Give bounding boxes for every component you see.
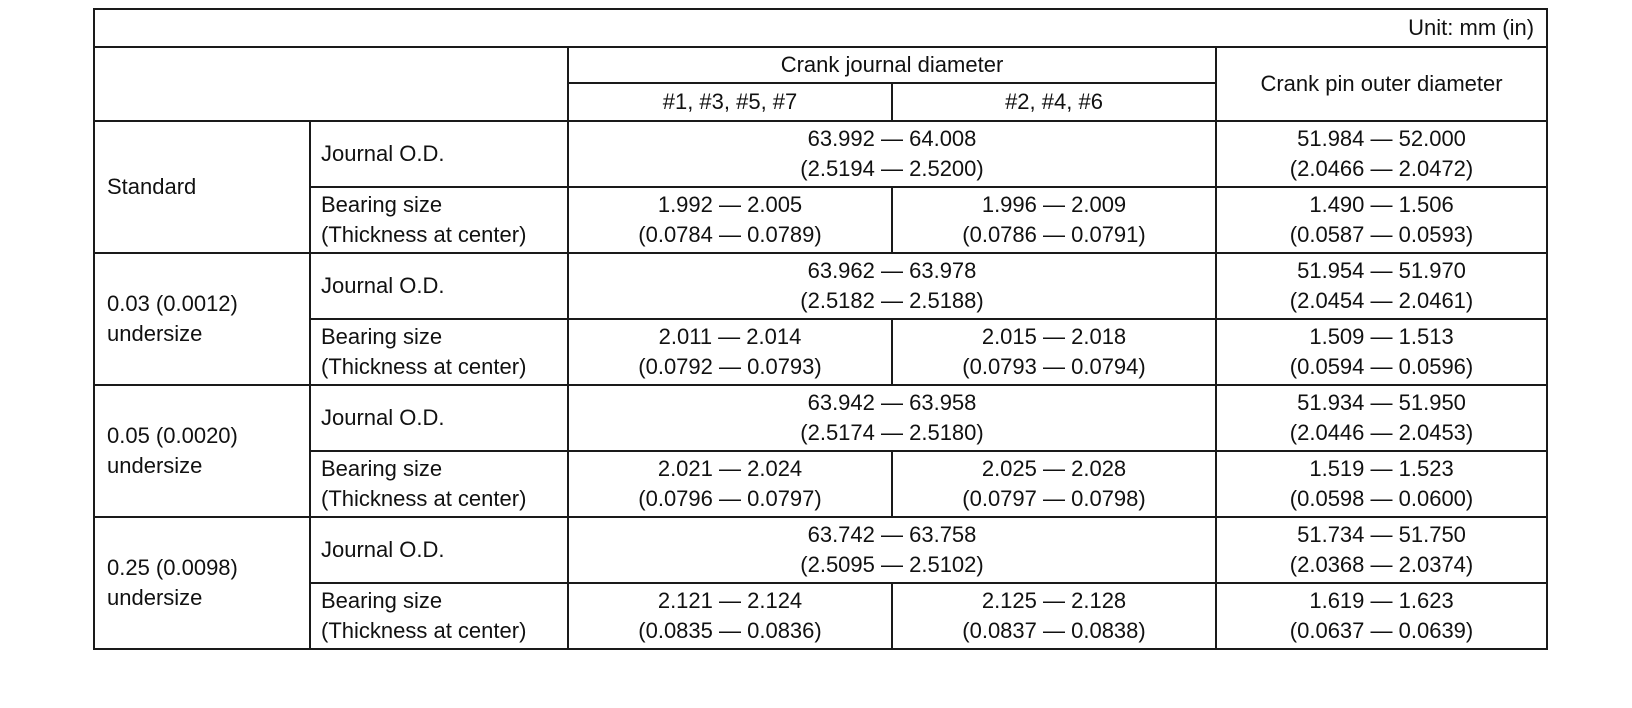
bearing-size-crank-pin-line-2: (0.0598 — 0.0600) [1289,486,1474,511]
bearing-size-group-b-line-2: (0.0793 — 0.0794) [962,354,1146,379]
bearing-size-crank-pin [1216,187,1547,253]
crank-pin-od-value-line-1: 51.934 — 51.950 [1297,390,1466,415]
bearing-size-group-b [892,451,1216,517]
journal-od-value [568,253,1216,319]
group-label-line-1: 0.03 (0.0012) [107,291,238,316]
bearing-size-crank-pin [1216,451,1547,517]
header-row-1 [94,47,1547,83]
bearing-size-group-b-line-2: (0.0837 — 0.0838) [962,618,1146,643]
bearing-size-group-a-line-1: 1.992 — 2.005 [657,192,803,217]
bearing-size-crank-pin-line-2: (0.0587 — 0.0593) [1289,222,1474,247]
row-label-journal-od: Journal O.D. [310,253,568,319]
row-label-bearing-size [310,451,568,517]
group-label-line-2: undersize [107,321,203,346]
bearing-size-crank-pin-line-1: 1.619 — 1.623 [1309,588,1454,613]
group-label-line-1: Standard [107,174,197,199]
crank-pin-od-value [1216,121,1547,187]
table-row-journal [94,253,1547,319]
journal-od-value-line-2: (2.5174 — 2.5180) [800,420,984,445]
bearing-size-group-b [892,187,1216,253]
table-row-bearing [94,451,1547,517]
crank-pin-od-value-line-1: 51.984 — 52.000 [1297,126,1466,151]
bearing-size-group-a [568,319,892,385]
bearing-size-group-a [568,451,892,517]
crank-pin-od-value [1216,385,1547,451]
crank-pin-od-value [1216,517,1547,583]
group-label-line-1: 0.25 (0.0098) [107,555,238,580]
row-label-bearing-size-line-1: Bearing size [321,456,443,481]
crank-pin-od-value-line-2: (2.0454 — 2.0461) [1289,288,1474,313]
bearing-size-group-a-line-2: (0.0796 — 0.0797) [638,486,822,511]
journal-od-value-line-1: 63.962 — 63.978 [807,258,977,283]
bearing-size-crank-pin [1216,583,1547,649]
row-label-bearing-size-line-2: (Thickness at center) [321,222,527,247]
row-label-journal-od: Journal O.D. [310,121,568,187]
group-label-line-1: 0.05 (0.0020) [107,423,238,448]
bearing-size-group-b-line-2: (0.0797 — 0.0798) [962,486,1146,511]
unit-row [94,9,1547,47]
header-crank-journal: Crank journal diameter [568,47,1216,83]
bearing-size-crank-pin-line-1: 1.509 — 1.513 [1309,324,1454,349]
group-label [94,385,310,517]
bearing-size-group-a-line-2: (0.0792 — 0.0793) [638,354,822,379]
row-label-bearing-size [310,583,568,649]
crank-pin-od-value-line-1: 51.734 — 51.750 [1297,522,1466,547]
bearing-size-crank-pin [1216,319,1547,385]
crank-pin-od-value-line-2: (2.0446 — 2.0453) [1289,420,1474,445]
bearing-size-group-a-line-1: 2.021 — 2.024 [657,456,803,481]
journal-od-value [568,385,1216,451]
bearing-size-group-a-line-2: (0.0835 — 0.0836) [638,618,822,643]
header-crank-pin: Crank pin outer diameter [1216,47,1547,121]
bearing-size-crank-pin-line-1: 1.490 — 1.506 [1309,192,1454,217]
row-label-journal-od: Journal O.D. [310,385,568,451]
journal-od-value-line-1: 63.992 — 64.008 [807,126,977,151]
group-label [94,121,310,253]
group-label-line-2: undersize [107,453,203,478]
bearing-size-crank-pin-line-1: 1.519 — 1.523 [1309,456,1454,481]
bearing-spec-table [93,8,1548,650]
crank-pin-od-value-line-2: (2.0466 — 2.0472) [1289,156,1474,181]
bearing-size-group-b-line-2: (0.0786 — 0.0791) [962,222,1146,247]
group-label [94,517,310,649]
crank-pin-od-value-line-1: 51.954 — 51.970 [1297,258,1466,283]
table-row-journal [94,517,1547,583]
table-row-bearing [94,187,1547,253]
group-label [94,253,310,385]
bearing-size-group-a [568,583,892,649]
bearing-size-crank-pin-line-2: (0.0594 — 0.0596) [1289,354,1474,379]
row-label-bearing-size-line-2: (Thickness at center) [321,486,527,511]
header-journal-group-a: #1, #3, #5, #7 [568,83,892,121]
row-label-bearing-size [310,187,568,253]
bearing-size-group-b-line-1: 2.025 — 2.028 [981,456,1127,481]
bearing-size-crank-pin-line-2: (0.0637 — 0.0639) [1289,618,1474,643]
table-body [94,121,1547,649]
group-label-line-2: undersize [107,585,203,610]
bearing-size-group-a-line-2: (0.0784 — 0.0789) [638,222,822,247]
header-journal-group-b: #2, #4, #6 [892,83,1216,121]
bearing-size-group-a [568,187,892,253]
bearing-size-group-b-line-1: 2.125 — 2.128 [981,588,1127,613]
bearing-size-group-b [892,319,1216,385]
row-label-bearing-size-line-1: Bearing size [321,192,443,217]
header-blank-cell [94,47,568,121]
crank-pin-od-value-line-2: (2.0368 — 2.0374) [1289,552,1474,577]
row-label-bearing-size-line-1: Bearing size [321,588,443,613]
bearing-size-group-a-line-1: 2.121 — 2.124 [657,588,803,613]
journal-od-value-line-1: 63.742 — 63.758 [807,522,977,547]
bearing-size-group-b-line-1: 1.996 — 2.009 [981,192,1127,217]
journal-od-value-line-2: (2.5182 — 2.5188) [800,288,984,313]
journal-od-value-line-2: (2.5095 — 2.5102) [800,552,984,577]
journal-od-value [568,121,1216,187]
row-label-bearing-size-line-2: (Thickness at center) [321,618,527,643]
row-label-bearing-size-line-1: Bearing size [321,324,443,349]
bearing-size-group-b [892,583,1216,649]
bearing-size-group-b-line-1: 2.015 — 2.018 [981,324,1127,349]
journal-od-value-line-1: 63.942 — 63.958 [807,390,977,415]
journal-od-value-line-2: (2.5194 — 2.5200) [800,156,984,181]
unit-label: Unit: mm (in) [94,9,1547,47]
bearing-size-group-a-line-1: 2.011 — 2.014 [658,324,802,349]
journal-od-value [568,517,1216,583]
crank-pin-od-value [1216,253,1547,319]
row-label-journal-od: Journal O.D. [310,517,568,583]
table-row-bearing [94,319,1547,385]
row-label-bearing-size [310,319,568,385]
row-label-bearing-size-line-2: (Thickness at center) [321,354,527,379]
table-row-bearing [94,583,1547,649]
table-row-journal [94,385,1547,451]
table-row-journal [94,121,1547,187]
